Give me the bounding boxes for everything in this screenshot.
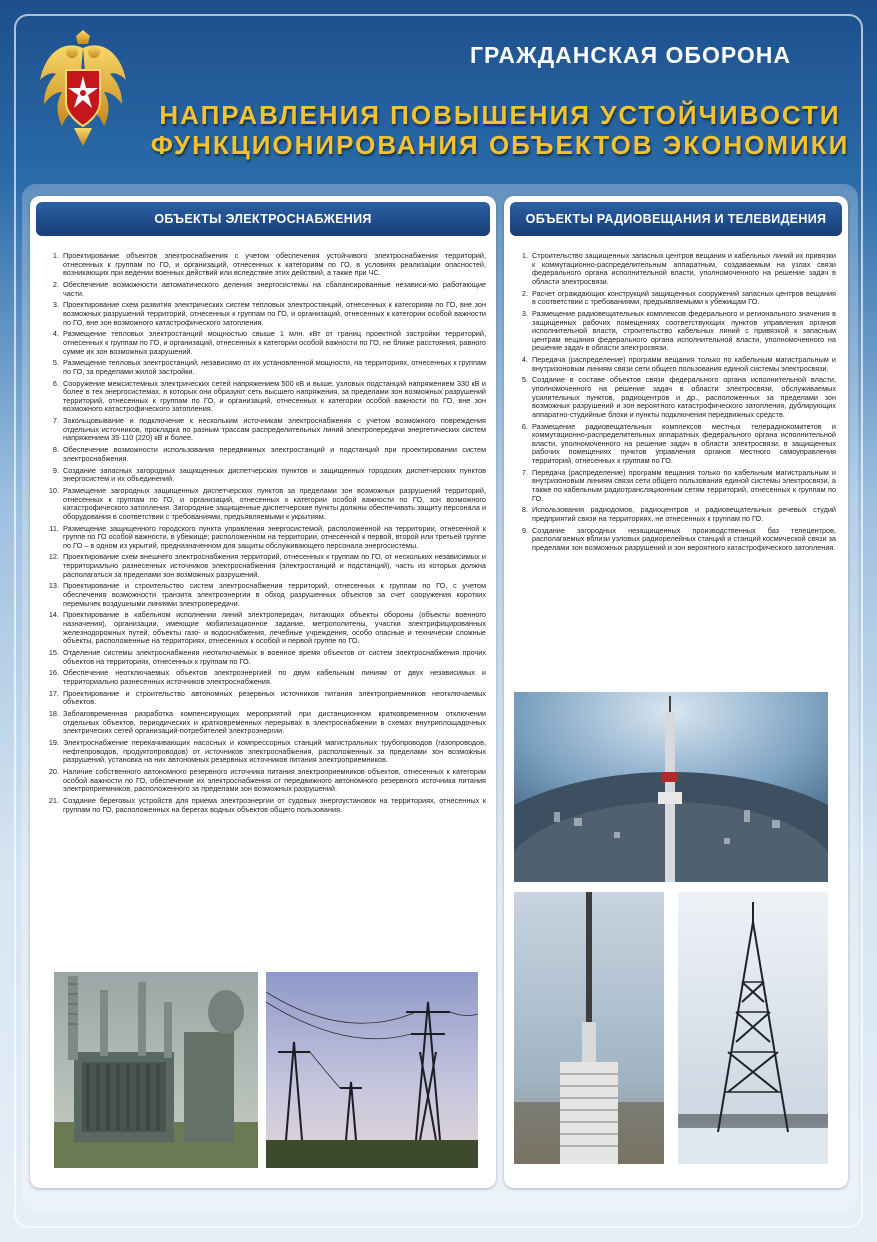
- main-title: [150, 100, 850, 160]
- list-item-text: Размещение радиовещательных комплексов местных телерадиокомитетов и коммутационно-распределительных аппаратных федерального органа исполнительной власти, уполномоченного на решение задач в области электросвязи, в защищенных рабочих помещениях пунктов управления органов местного самоуправления территорий, отнесенных к группам по ГО.: [532, 421, 836, 465]
- list-item-text: Проектирование объектов электроснабжения с учетом обеспечения устойчивого электроснабжения территорий, отнесенных к группам по ГО, и организаций, отнесенных к категориям по ГО, в условиях реализации опасностей, возникающих при ведении военных действий или вследствие этих действий, а также при ЧС.: [63, 251, 486, 278]
- list-item-number: 6.: [521, 421, 528, 431]
- top-title: ГРАЖДАНСКАЯ ОБОРОНА: [470, 42, 791, 68]
- list-item: [42, 669, 486, 686]
- list-item-text: Создание запасных загородных защищенных диспетчерских пунктов и защищенных городских диспетчерских пунктов энергосистем и их объединений.: [63, 465, 486, 484]
- list-item: [514, 376, 836, 419]
- list-item: [42, 690, 486, 707]
- list-item: [42, 301, 486, 327]
- broadcasting-list: [514, 252, 836, 556]
- list-item-number: 9.: [52, 465, 59, 475]
- list-item-text: Наличие собственного автономного резервного источника питания электроприемников объектов, отнесенных к категории особой важности по ГО, обеспечение их электроснабжения от передвижного автономного резервного источника питания электроприемников, расположенного за пределами зон возможных разрушений.: [63, 767, 486, 794]
- list-item-number: 12.: [48, 552, 59, 562]
- list-item-number: 2.: [52, 279, 59, 289]
- list-item-number: 3.: [521, 308, 528, 318]
- list-item-number: 4.: [52, 329, 59, 339]
- tv-tower-city-photo: [514, 692, 828, 882]
- list-item-text: Создание в составе объектов связи федерального органа исполнительной власти, уполномоченного на решение задач в области электросвязи, обслуживаемых усилительных пунктов, радиоцентров и др., расположенных за пределами зон возможных разрушений и зон вероятного катастрофического затопления, дублирующих аппаратно-студийные блоки и пункты подключения передвижных средств.: [532, 375, 836, 419]
- list-item-number: 13.: [48, 581, 59, 591]
- list-item-number: 21.: [48, 796, 59, 805]
- list-item-number: 5.: [52, 358, 59, 368]
- list-item-number: 1.: [521, 251, 528, 260]
- list-item-number: 14.: [48, 610, 59, 620]
- list-item-number: 7.: [521, 467, 528, 477]
- list-item: [42, 467, 486, 484]
- list-item-number: 5.: [521, 375, 528, 385]
- list-item-text: Создание загородных незащищенных производственных баз телецентров, располагаемых вблизи узловых радиорелейных станций и станций космической связи за пределами зон возможных разрушений и зон вероятного катастрофического затопления.: [532, 525, 836, 552]
- list-item-text: Проектирование схем внешнего электроснабжения территорий, отнесенных к группам по ГО, от нескольких независимых и территориально разнесенных источников электроснабжения (электростанций и подстанций), часть из которых должна располагаться за пределами зон возможных разрушений.: [63, 552, 486, 579]
- panel-power-supply-heading: ОБЪЕКТЫ ЭЛЕКТРОСНАБЖЕНИЯ: [36, 202, 490, 236]
- list-item-text: Электроснабжение перекачивающих насосных и компрессорных станций магистральных трубопроводов (газопроводов, нефтепроводов, продуктопроводов) от источников электроснабжения, расположенных за пределами зон возможных разрушений, установка на них автономных резервных источников питания электроприемников.: [63, 738, 486, 765]
- list-item-text: Строительство защищенных запасных центров вещания и кабельных линий их привязки к коммутационно-распределительным аппаратным, создаваемым на узлах связи федерального органа исполнительной власти, уполномоченного на решение задач в области электросвязи.: [532, 251, 836, 286]
- list-item: [514, 290, 836, 307]
- list-item-text: Размещение тепловых электростанций, независимо от их установленной мощности, на территориях, отнесенных к группам по ГО, за пределами жилой застройки.: [63, 358, 486, 376]
- list-item-text: Проектирование схем развития электрических систем тепловых электростанций, отнесенных к категориям по ГО, вне зон возможных разрушений территорий, отнесенных к группам по ГО, и организаций, отнесенных к категории особой важности по ГО, вне зон возможного катастрофического затопления.: [63, 300, 486, 327]
- list-item: [42, 797, 486, 814]
- list-item: [42, 281, 486, 298]
- list-item-number: 1.: [52, 251, 59, 260]
- list-item: [42, 611, 486, 645]
- list-item-number: 2.: [521, 288, 528, 298]
- list-item: [42, 710, 486, 736]
- list-item-number: 11.: [49, 523, 59, 533]
- list-item-number: 8.: [521, 505, 528, 515]
- list-item-text: Передача (распределение) программ вещания только по кабельным магистральным и внутризоновым линиям связи сети общего пользования единой системы электросвязи.: [532, 355, 836, 373]
- list-item-text: Сооружение межсистемных электрических сетей напряжением 500 кВ и выше, узловых подстанций напряжением 330 кВ и более в тех энергосистемах, в которых они образуют сеть высшего напряжения, за пределами зон возможных разрушений территорий, отнесенных к группам по ГО, и организаций, отнесенных к категории особой важности по ГО, вне зон возможного катастрофического затопления.: [63, 378, 486, 414]
- panel-broadcasting: [504, 196, 848, 1188]
- list-item: [42, 330, 486, 356]
- list-item: [42, 380, 486, 414]
- list-item: [514, 527, 836, 553]
- list-item: [42, 446, 486, 463]
- list-item: [514, 310, 836, 353]
- list-item-number: 17.: [48, 688, 59, 698]
- list-item-number: 6.: [52, 378, 59, 388]
- list-item-text: Расчет ограждающих конструкций защищенных сооружений запасных центров вещания в соответствии с требованиями, предъявляемыми к убежищам ГО.: [532, 288, 836, 307]
- list-item-text: Закольцовывание и подключение к нескольким источникам электроснабжения с учетом возможного повреждения отдельных источников, прокладка по разным трассам распределительных линий электропередачи энергетических систем напряжением 35-110 (220) кВ и более.: [63, 416, 486, 443]
- list-item-number: 18.: [48, 709, 59, 719]
- list-item-text: Обеспечение возможности использования передвижных электростанций и подстанций при проектировании систем электроснабжения.: [63, 445, 486, 463]
- list-item-number: 4.: [521, 355, 528, 365]
- ostankino-tower-photo: [514, 892, 664, 1164]
- list-item-text: Проектирование в кабельном исполнении линий электропередач, питающих объекты обороны (объекты военного назначения), организации, имеющие мобилизационное задание, метрополитены, участки электрифицированных железнодорожных путей, объекты газо- и водоснабжения, лечебные учреждения, особо опасные и технически сложные объекты, расположенные на территориях, отнесенных к особой и первой группе по ГО.: [63, 610, 486, 646]
- list-item-text: Размещение тепловых электростанций мощностью свыше 1 млн. кВт от границ проектной застройки территорий, отнесенных к группам по ГО, и организаций, отнесенных к категории особой важности по ГО, не ближе расстояния, равного сумме их зон возможных разрушений.: [63, 329, 486, 356]
- main-title-line1: НАПРАВЛЕНИЯ ПОВЫШЕНИЯ УСТОЙЧИВОСТИ: [159, 100, 841, 130]
- emergency-ministry-emblem-icon: [36, 30, 130, 148]
- list-item-text: Использования радиодомов, радиоцентров и радиовещательных речевых студий предприятий связи на территориях, не отнесенных к группам по ГО.: [532, 505, 836, 523]
- list-item-number: 10.: [48, 485, 59, 495]
- list-item-text: Обеспечение неотключаемых объектов электроэнергией по двум кабельным линиям от двух независимых и территориально разнесенных источников электроснабжения.: [63, 668, 486, 686]
- list-item-text: Передача (распределение) программ вещания только по кабельным магистральным и внутризоновым линиям связи сети общего пользования единой системы электросвязи, а также по кабельным радиотрансляционным сетям территорий, отнесенных к группам по ГО.: [532, 467, 836, 503]
- list-item: [42, 487, 486, 521]
- power-lines-photo: [266, 972, 478, 1168]
- list-item-number: 7.: [52, 416, 59, 426]
- list-item: [42, 649, 486, 666]
- list-item-text: Проектирование и строительство автономных резервных источников питания электроприемников неотключаемых объектов.: [63, 688, 486, 707]
- list-item: [514, 423, 836, 466]
- list-item-text: Обеспечение возможности автоматического деления энергосистемы на сбалансированные независи-мо работающие части.: [63, 279, 486, 298]
- list-item-number: 9.: [521, 525, 528, 535]
- power-supply-list: [42, 252, 486, 817]
- list-item-text: Заблаговременная разработка компенсирующих мероприятий при дистанционном кратковременном отключении отдельных объектов, периодических и кратковременных перерывах в электроснабжении в схемах внутриплощадочных электрических сетей организаций-потребителей электроэнергии.: [63, 709, 486, 736]
- list-item: [42, 252, 486, 278]
- list-item-text: Создание береговых устройств для приема электроэнергии от судовых энергоустановок на территориях, отнесенных к группам по ГО, расположенных на берегах водных объектов общего пользования.: [63, 796, 486, 814]
- list-item: [514, 252, 836, 286]
- list-item: [514, 469, 836, 503]
- list-item: [42, 553, 486, 579]
- main-title-line2: ФУНКЦИОНИРОВАНИЯ ОБЪЕКТОВ ЭКОНОМИКИ: [150, 130, 850, 160]
- lattice-tower-photo: [678, 892, 828, 1164]
- panel-broadcasting-heading: ОБЪЕКТЫ РАДИОВЕЩАНИЯ И ТЕЛЕВИДЕНИЯ: [510, 202, 842, 236]
- list-item-number: 20.: [48, 767, 59, 777]
- list-item: [42, 417, 486, 443]
- list-item-number: 19.: [48, 738, 59, 748]
- list-item-text: Отделение системы электроснабжения неотключаемых в военное время объектов от систем электроснабжения прочих объектов на территориях, отнесенных к группам по ГО.: [63, 647, 486, 666]
- list-item-number: 16.: [48, 668, 59, 678]
- list-item-text: Размещение защищенного городского пункта управления энергосистемой, расположенной на территории, отнесенной к группе по ГО особой важности, в убежище; расположенном на территории, отнесенной к первой, второй или третьей группе по ГО – в одном из укрытий, предназначенном для защиты обслуживающего персонала энергосистемы.: [63, 523, 486, 550]
- list-item-text: Размещение загородных защищенных диспетчерских пунктов за пределами зон возможных разрушений территорий, отнесенных к группам по ГО, и организаций, отнесенных к категории особой важности по ГО, зон возможного катастрофического затопления. Загородные защищенные диспетчерские пункты должны обеспечивать защиту персонала и оборудования в соответствии с требованиями, предъявляемыми к укрытиям.: [63, 485, 487, 521]
- list-item: [42, 525, 486, 551]
- list-item-number: 3.: [52, 300, 59, 310]
- list-item: [514, 356, 836, 373]
- list-item-number: 15.: [48, 647, 59, 657]
- panel-power-supply: [30, 196, 496, 1188]
- list-item: [514, 506, 836, 523]
- list-item: [42, 739, 486, 765]
- list-item-text: Проектирование и строительство систем электроснабжения территорий, отнесенных к группам по ГО, с учетом обеспечения возможности транзита электроэнергии в обход разрушенных объектов за счет сооружения коротких перемычек воздушными линиями электропередачи.: [63, 581, 486, 608]
- list-item: [42, 359, 486, 376]
- list-item: [42, 582, 486, 608]
- transformer-photo: [54, 972, 258, 1168]
- list-item-number: 8.: [52, 445, 59, 455]
- list-item: [42, 768, 486, 794]
- list-item-text: Размещение радиовещательных комплексов федерального и регионального значения в защищенных рабочих помещениях соответствующих пунктов управления органов исполнительной власти, строительство кабельных линий с привязкой к запасным центрам вещания федерального органа исполнительной власти, уполномоченного на решение задач в области электросвязи.: [532, 308, 836, 353]
